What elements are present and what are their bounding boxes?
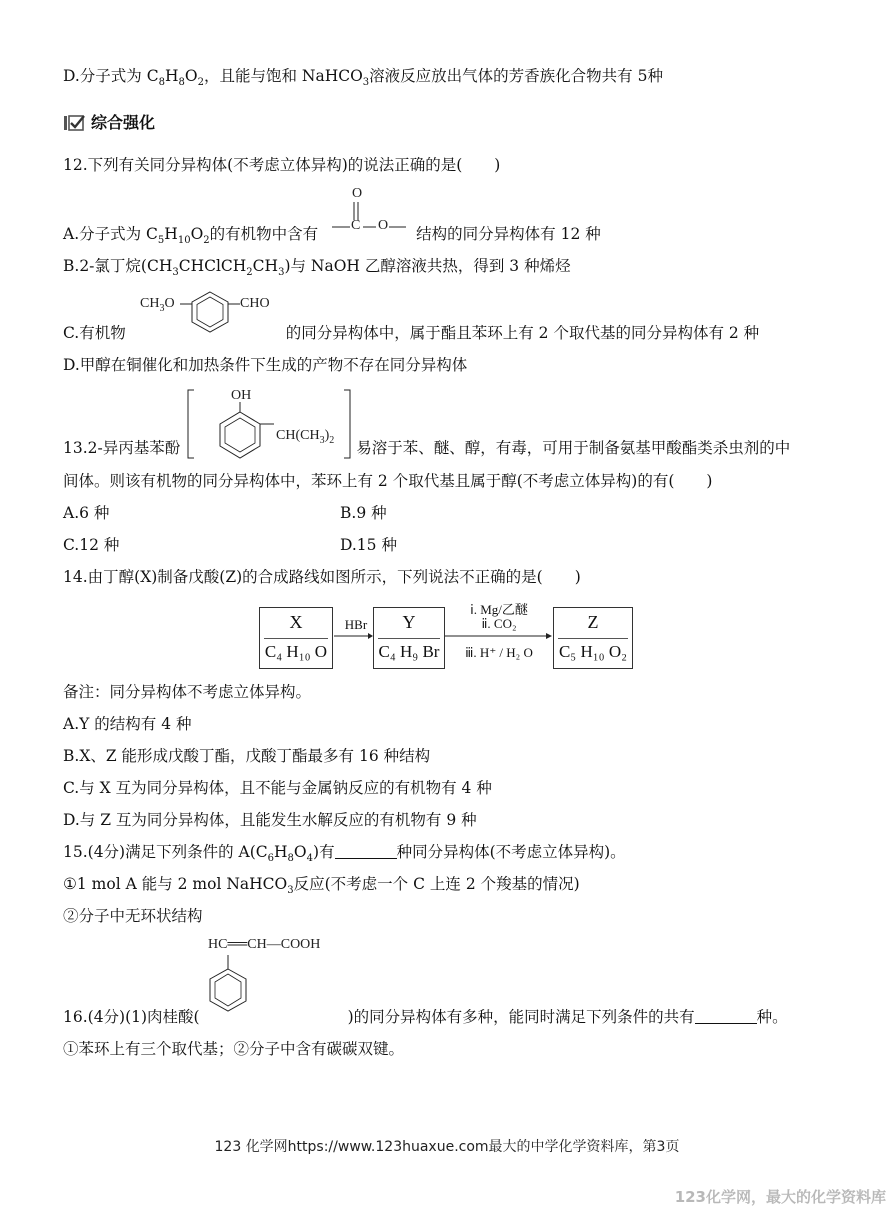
page-footer: 123 化学网https://www.123huaxue.com最大的中学化学资料库，第3页: [214, 1139, 680, 1155]
q11-option-d: D.分子式为 $C_8H_8O_2$，且能与饱和 NaHCO$_3$溶液反应放出气体的芳香族化合物共有 5种: [63, 67, 663, 88]
box-x: X C₄ H₁₀ O: [259, 607, 333, 669]
q15-answer-blank[interactable]: [335, 844, 397, 859]
q12-option-d: D.甲醇在铜催化和加热条件下生成的产物不存在同分异构体: [63, 356, 468, 374]
q14-option-b: B.X、Z 能形成戊酸丁酯，戊酸丁酯最多有 16 种结构: [63, 747, 431, 765]
q13-option-a: A.6 种: [63, 504, 110, 522]
q12-option-c: C.有机物 的同分异构体中，属于酯且苯环上有 2 个取代基的同分异构体有 2 种: [63, 324, 760, 342]
q14-option-c: C.与 X 互为同分异构体，且不能与金属钠反应的有机物有 4 种: [63, 779, 492, 797]
arrow2-label-b: ⅱ. CO₂: [481, 616, 517, 631]
arrow1-label: HBr: [344, 617, 368, 632]
checklist-icon: [63, 114, 85, 138]
q14-stem: 14.由丁醇(X)制备戊酸(Z)的合成路线如图所示，下列说法不正确的是( ): [63, 568, 581, 586]
arrow2-label-c: ⅲ. H⁺ / H₂ O: [465, 645, 533, 660]
q15-condition-1: ①1 mol A 能与 2 mol NaHCO$_3$反应(不考虑一个 C 上连 2 个羧基的情况): [63, 875, 580, 896]
arrow2-label-a: ⅰ. Mg/乙醚: [470, 602, 528, 617]
q13-option-c: C.12 种: [63, 536, 120, 554]
box-y: Y C₄ H₉ Br: [373, 607, 445, 669]
q12-option-b: B.2-氯丁烷$(CH_3CHClCH_2CH_3)$与 NaOH 乙醇溶液共热，得到 3 种烯烃: [63, 257, 571, 278]
q12-stem: 12.下列有关同分异构体(不考虑立体异构)的说法正确的是( ): [63, 156, 501, 174]
q13-option-d: D.15 种: [340, 536, 397, 554]
q15-stem: 15.(4分)满足下列条件的 $A(C_6H_8O_4)$有 种同分异构体(不考虑立体异构)。: [63, 843, 626, 864]
section-heading: [63, 112, 155, 138]
q16-stem: 16.(4分)(1)肉桂酸( )的同分异构体有多种，能同时满足下列条件的共有 种。: [63, 1008, 788, 1026]
q13-stem-line1: 13.2-异丙基苯酚 易溶于苯、醚、醇，有毒，可用于制备氨基甲酸酯类杀虫剂的中: [63, 439, 791, 457]
q15-condition-2: ②分子中无环状结构: [63, 907, 203, 925]
q16-conditions: ①苯环上有三个取代基；②分子中含有碳碳双键。: [63, 1040, 405, 1058]
box-z: Z C₅ H₁₀ O₂: [553, 607, 633, 669]
q13-option-b: B.9 种: [340, 504, 387, 522]
q14-option-d: D.与 Z 互为同分异构体，且能发生水解反应的有机物有 9 种: [63, 811, 477, 829]
q12-option-a: A.分子式为 $C_5H_{10}O_2$的有机物中含有 结构的同分异构体有 12 种: [63, 225, 601, 246]
q13-stem-line2: 间体。则该有机物的同分异构体中，苯环上有 2 个取代基且属于醇(不考虑立体异构)的有( ): [63, 472, 713, 490]
section-title: 综合强化: [91, 113, 156, 132]
q14-option-a: A.Y 的结构有 4 种: [63, 715, 192, 733]
q16-answer-blank[interactable]: [695, 1009, 757, 1024]
q14-note: 备注：同分异构体不考虑立体异构。: [63, 683, 312, 701]
watermark: 123化学网，最大的化学资料库: [674, 1188, 886, 1206]
